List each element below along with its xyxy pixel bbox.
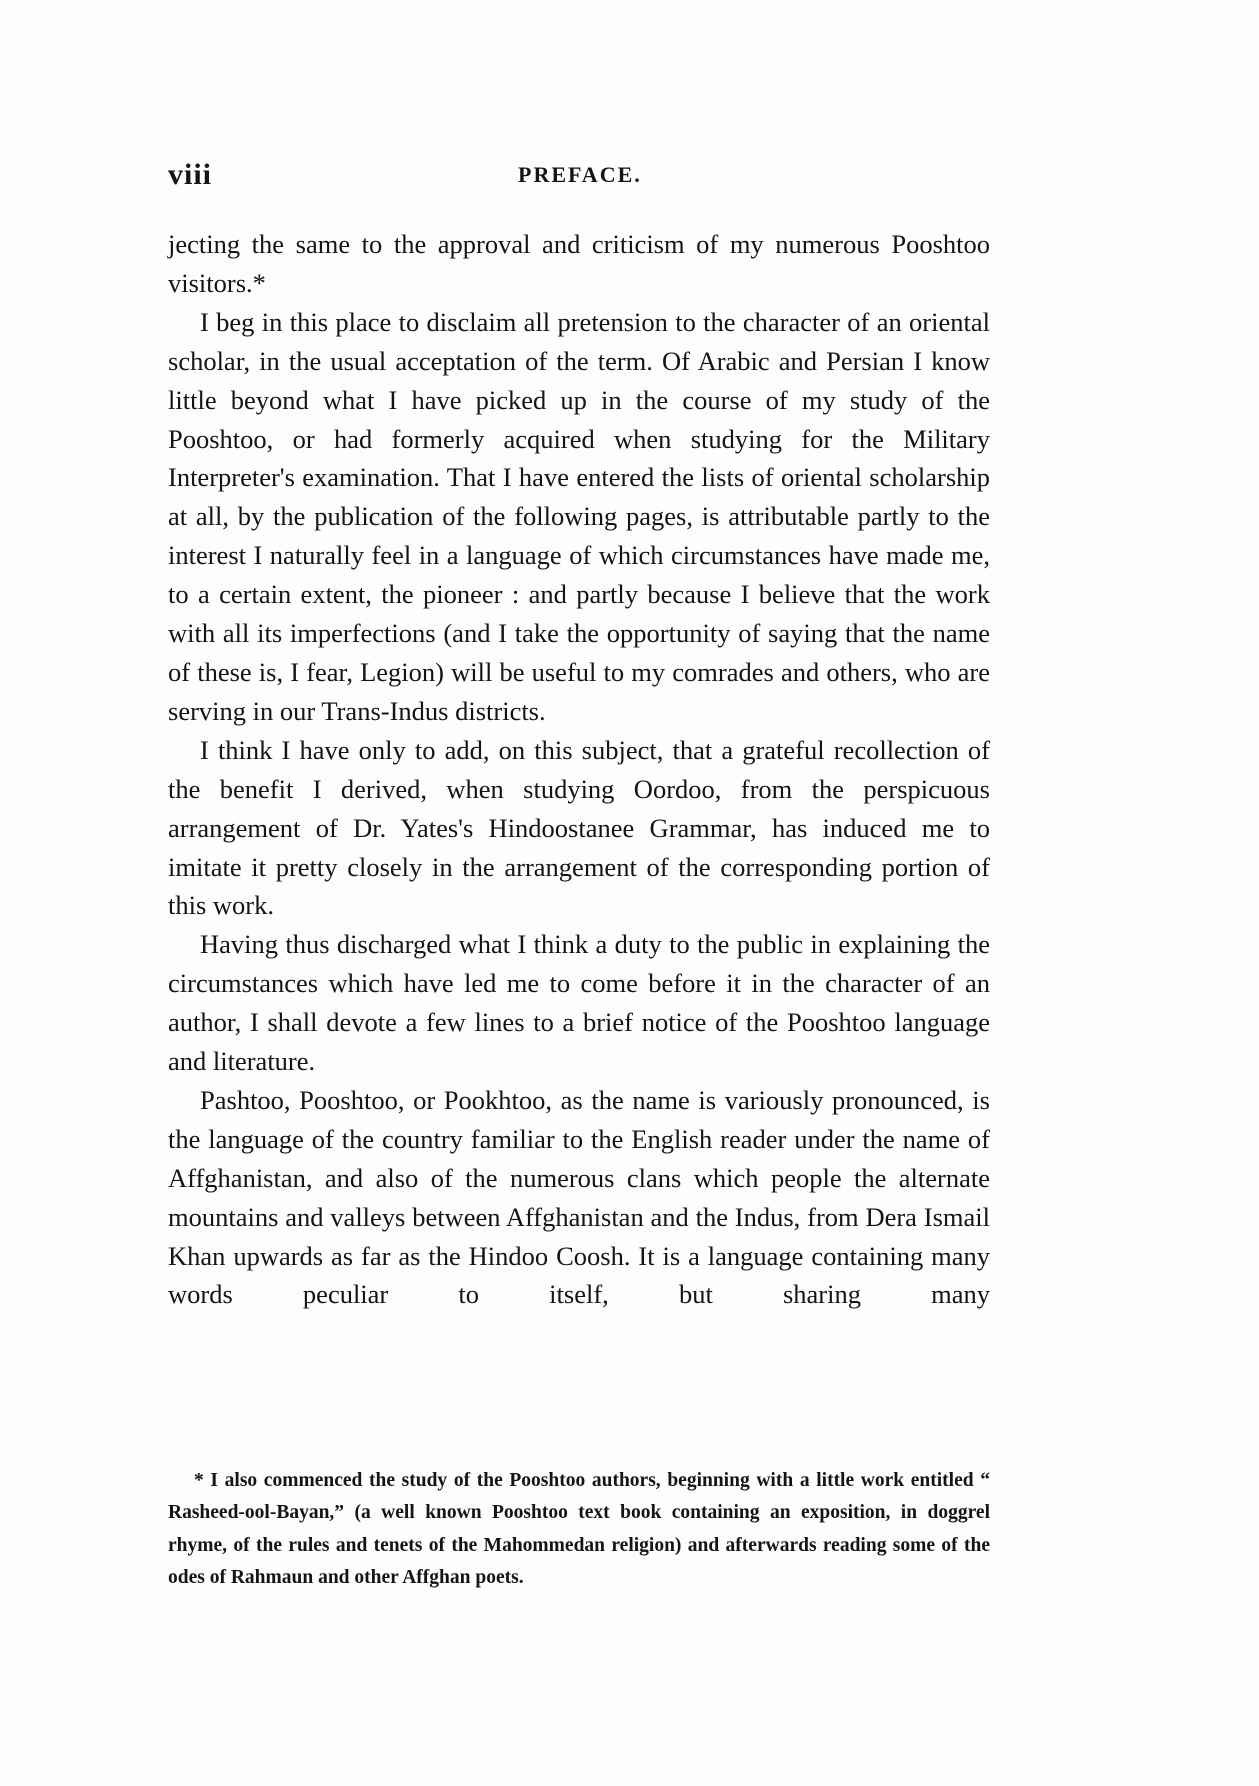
footnote-text: * I also commenced the study of the Pooshtoo authors, beginning with a little work entitled “ Rasheed-ool-Bayan,” (a well known Pooshtoo text book containing an exposition, in doggrel rhyme, of the rules and tenets of the Mahommedan religion) and afterwards reading some of the odes of Rahmaun and other Affghan poets. [168, 1470, 990, 1589]
body-text [168, 225, 990, 1314]
paragraph-5: Pashtoo, Pooshtoo, or Pookhtoo, as the name is variously pronounced, is the language of the country familiar to the English reader under the name of Affghanistan, and also of the numerous clans which people the alternate mountains and valleys between Affghanistan and the Indus, from Dera Ismail Khan upwards as far as the Hindoo Coosh. It is a language containing many words peculiar to itself, but sharing many [168, 1084, 990, 1310]
page-number: viii [168, 158, 213, 191]
paragraph-2: I beg in this place to disclaim all pretension to the character of an oriental scholar, in the usual acceptation of the term. Of Arabic and Persian I know little beyond what I have picked up in the course of my study of the Pooshtoo, or had formerly acquired when studying for the Military Interpreter's examination. That I have entered the lists of oriental scholarship at all, by the publication of the following pages, is attributable partly to the interest I naturally feel in a language of which circumstances have made me, to a certain extent, the pioneer : and partly because I believe that the work with all its imperfections (and I take the opportunity of saying that the name of these is, I fear, Legion) will be useful to my comrades and others, who are serving in our Trans-Indus districts. [168, 306, 990, 726]
paragraph-3: I think I have only to add, on this subject, that a grateful recollection of the benefit I derived, when studying Oordoo, from the perspicuous arrangement of Dr. Yates's Hindoostanee Grammar, has induced me to imitate it pretty closely in the arrangement of the corresponding portion of this work. [168, 734, 990, 921]
page-header [168, 158, 990, 198]
running-head: PREFACE. [518, 162, 642, 187]
paragraph-4: Having thus discharged what I think a duty to the public in explaining the circumstances which have led me to come before it in the character of an author, I shall devote a few lines to a brief notice of the Pooshtoo language and literature. [168, 929, 990, 1077]
paragraph-1: jecting the same to the approval and criticism of my numerous Pooshtoo visitors.* [168, 229, 990, 298]
footnote [168, 1465, 990, 1595]
